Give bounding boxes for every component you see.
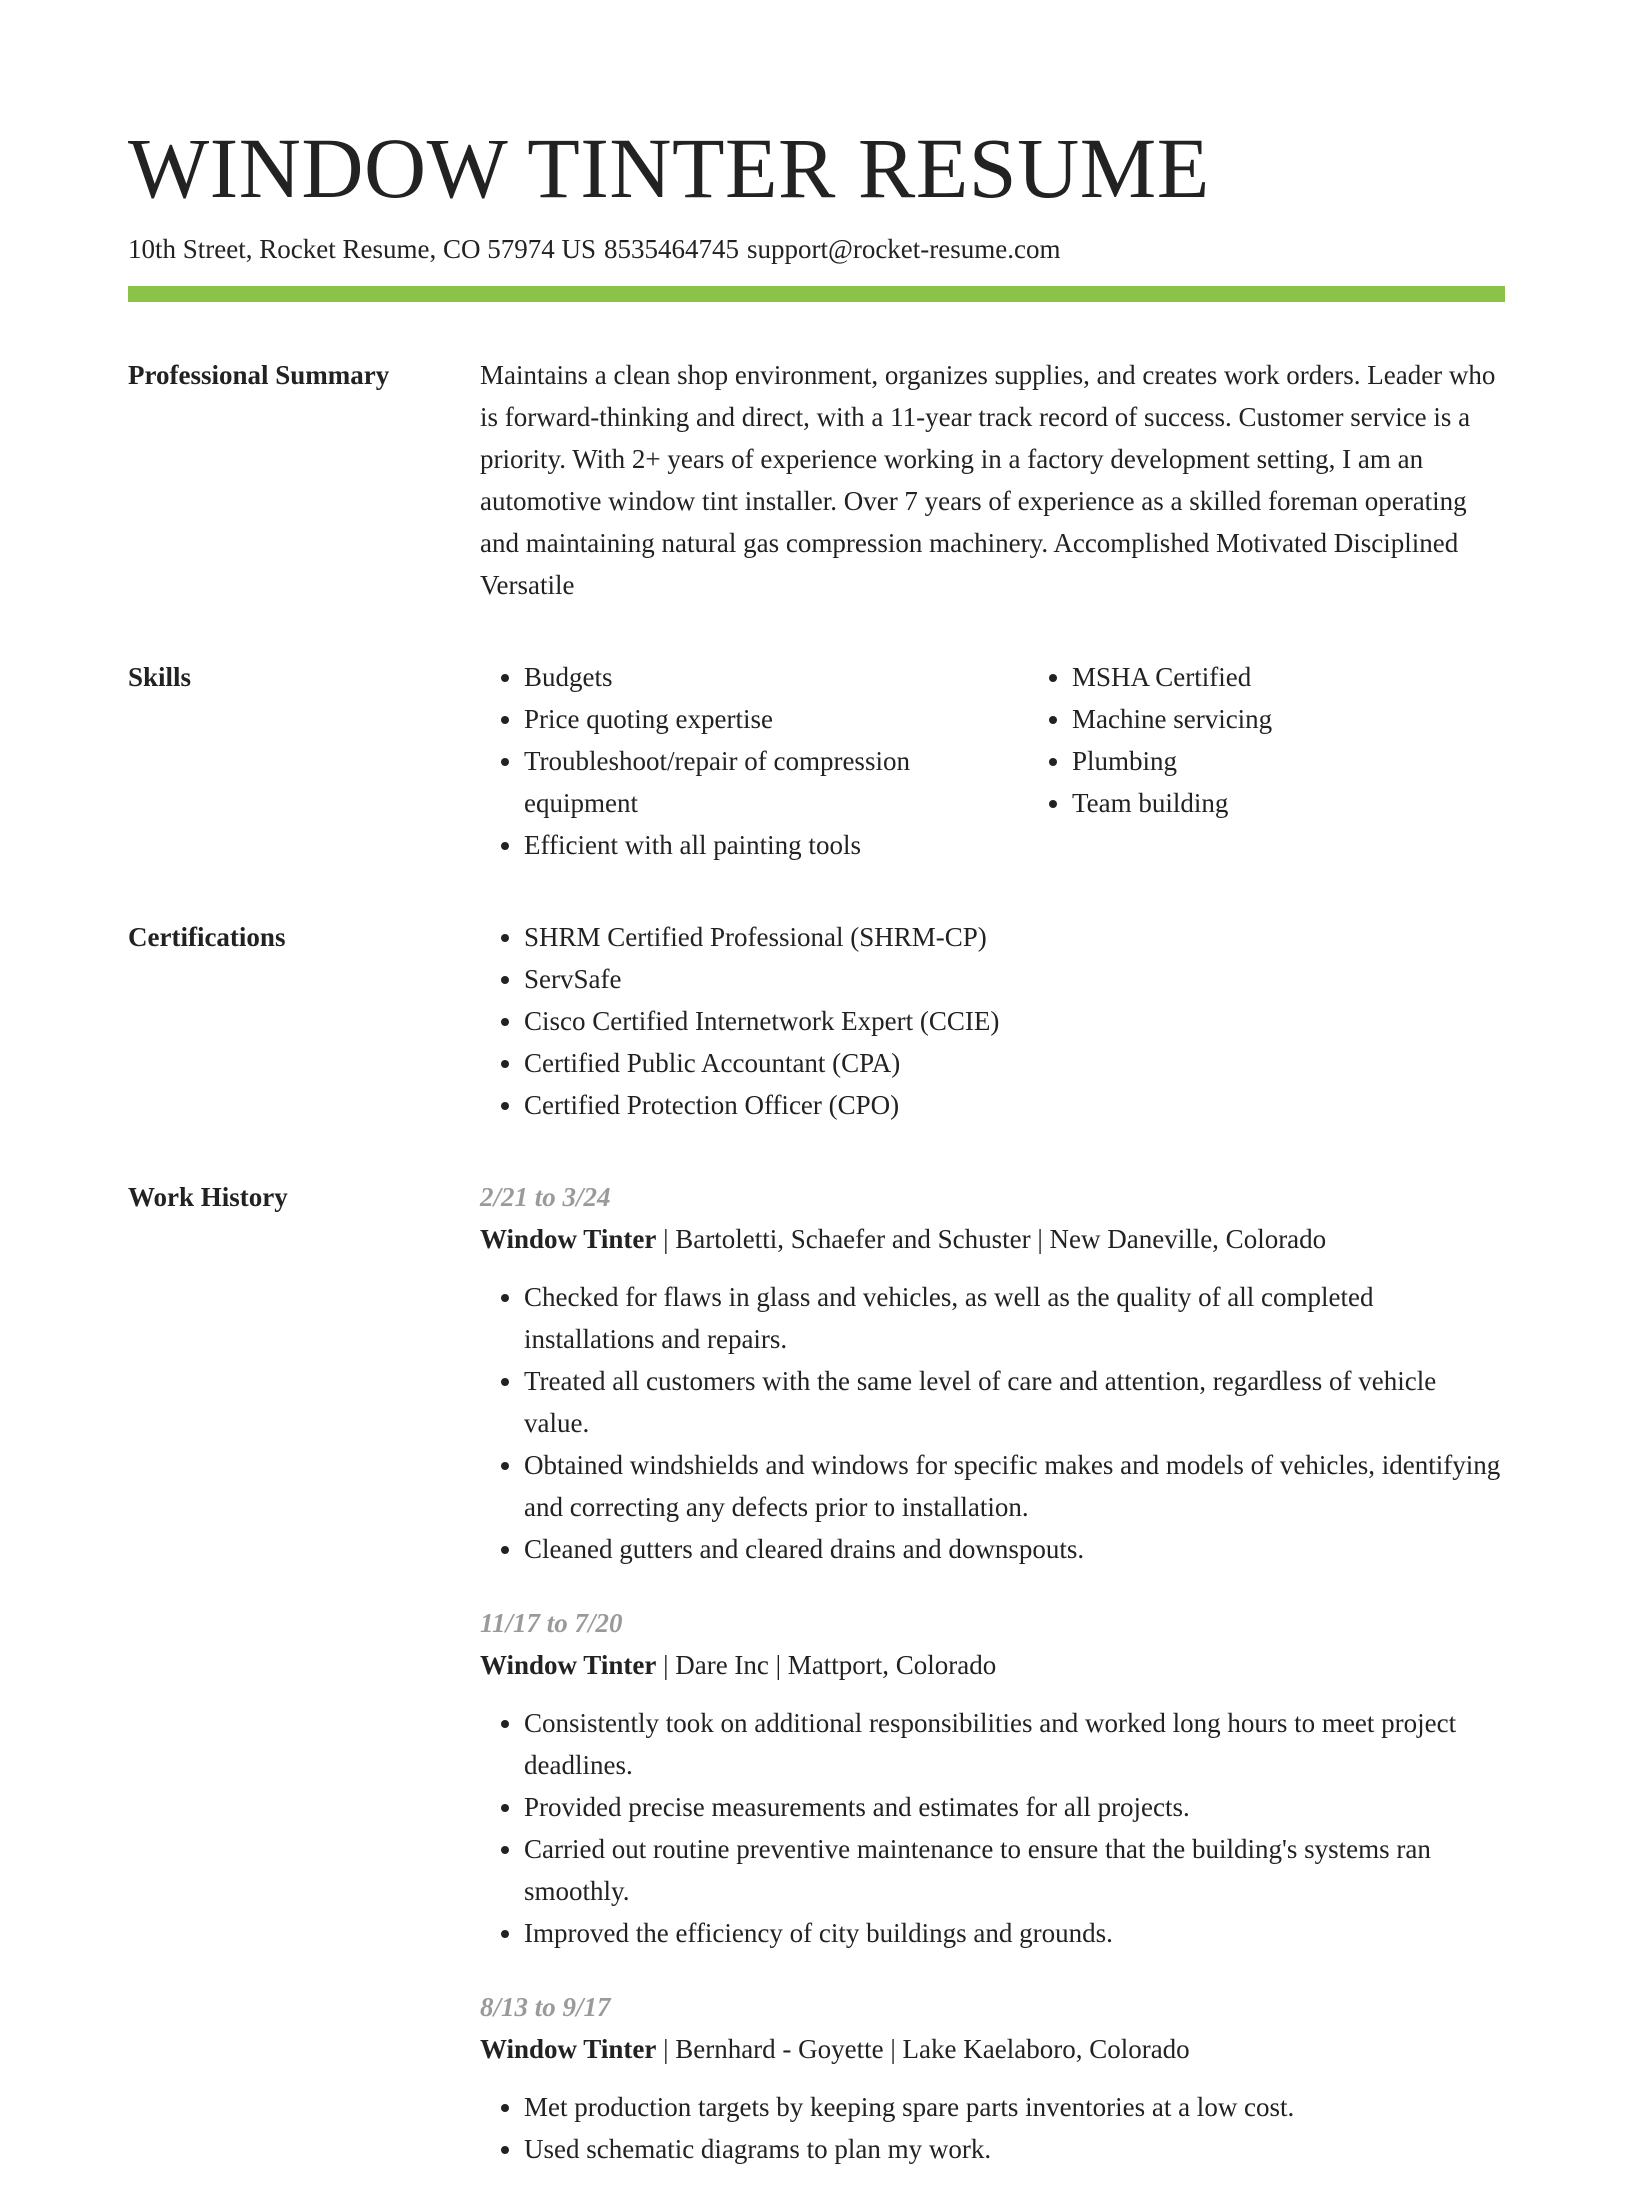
job-duty-item: • Met production targets by keeping spare parts inventories at a low cost.: [524, 2086, 1505, 2128]
job-duty-item: • Improved the efficiency of city buildings and grounds.: [524, 1912, 1505, 1954]
contact-phone: 8535464745: [603, 234, 739, 264]
job-duty-item: • Treated all customers with the same level of care and attention, regardless of vehicle value.: [524, 1360, 1505, 1444]
skill-item: • Troubleshoot/repair of compression equipment: [524, 740, 1028, 824]
skills-list-right: [1028, 656, 1576, 866]
certifications-section: [128, 916, 1505, 1126]
job-duty-item: • Carried out routine preventive maintenance to ensure that the building's systems ran smoothly.: [524, 1828, 1505, 1912]
skill-item: • Efficient with all painting tools: [524, 824, 1028, 866]
job-heading: [480, 1644, 1505, 1686]
job-duties: [480, 1702, 1505, 1954]
job-company-location: | Bernhard - Goyette | Lake Kaelaboro, Colorado: [656, 2034, 1190, 2064]
resume-title: WINDOW TINTER RESUME: [128, 120, 1210, 216]
work-history-section: [128, 1176, 1505, 2202]
job-dates: 8/13 to 9/17: [480, 1992, 611, 2022]
certification-item: • Cisco Certified Internetwork Expert (CCIE): [524, 1000, 1505, 1042]
job-heading: [480, 2028, 1505, 2070]
job-entry: [480, 1176, 1505, 1570]
job-duties: [480, 1276, 1505, 1570]
certification-item: • Certified Protection Officer (CPO): [524, 1084, 1505, 1126]
skill-item: • Budgets: [524, 656, 1028, 698]
job-entry: [480, 1986, 1505, 2170]
job-entry: [480, 1602, 1505, 1954]
skill-item: • Plumbing: [1072, 740, 1576, 782]
job-title: Window Tinter: [480, 1650, 657, 1680]
job-duty-item: • Cleaned gutters and cleared drains and downspouts.: [524, 1528, 1505, 1570]
job-company-location: | Dare Inc | Mattport, Colorado: [656, 1650, 997, 1680]
job-duties: [480, 2086, 1505, 2170]
contact-email: support@rocket-resume.com: [746, 234, 1061, 264]
job-duty-item: • Used schematic diagrams to plan my work.: [524, 2128, 1505, 2170]
skills-label: Skills: [128, 662, 192, 692]
skills-list-left: [480, 656, 1028, 866]
skill-item: • Price quoting expertise: [524, 698, 1028, 740]
work-history-label: Work History: [128, 1182, 288, 1212]
certifications-list: [480, 916, 1505, 1126]
certification-item: • SHRM Certified Professional (SHRM-CP): [524, 916, 1505, 958]
skill-item: • MSHA Certified: [1072, 656, 1576, 698]
certifications-label: Certifications: [128, 922, 286, 952]
certification-item: • Certified Public Accountant (CPA): [524, 1042, 1505, 1084]
job-dates: 11/17 to 7/20: [480, 1608, 623, 1638]
job-company-location: | Bartoletti, Schaefer and Schuster | New Daneville, Colorado: [656, 1224, 1327, 1254]
job-duty-item: • Provided precise measurements and estimates for all projects.: [524, 1786, 1505, 1828]
contact-line: [128, 231, 1505, 267]
summary-label: Professional Summary: [128, 360, 390, 390]
job-title: Window Tinter: [480, 2034, 657, 2064]
skill-item: • Machine servicing: [1072, 698, 1576, 740]
header-divider: [128, 286, 1505, 302]
job-duty-item: • Obtained windshields and windows for specific makes and models of vehicles, identifying and correcting any defects prior to installation.: [524, 1444, 1505, 1528]
contact-address: 10th Street, Rocket Resume, CO 57974 US: [128, 234, 596, 264]
job-heading: [480, 1218, 1505, 1260]
job-duty-item: • Checked for flaws in glass and vehicles, as well as the quality of all completed installations and repairs.: [524, 1276, 1505, 1360]
certification-item: • ServSafe: [524, 958, 1505, 1000]
skills-section: [128, 656, 1505, 866]
resume-page: [128, 118, 1505, 2202]
summary-section: [128, 354, 1505, 606]
job-title: Window Tinter: [480, 1224, 657, 1254]
job-dates: 2/21 to 3/24: [480, 1182, 611, 1212]
summary-text: Maintains a clean shop environment, organizes supplies, and creates work orders. Leader who is forward-thinking and direct, with a 11-year track record of success. Customer service is a priority. With 2+ years of experience working in a factory development setting, I am an automotive window tint installer. Over 7 years of experience as a skilled foreman operating and maintaining natural gas compression machinery. Accomplished Motivated Disciplined Versatile: [480, 360, 1496, 600]
skill-item: • Team building: [1072, 782, 1576, 824]
job-duty-item: • Consistently took on additional responsibilities and worked long hours to meet project deadlines.: [524, 1702, 1505, 1786]
